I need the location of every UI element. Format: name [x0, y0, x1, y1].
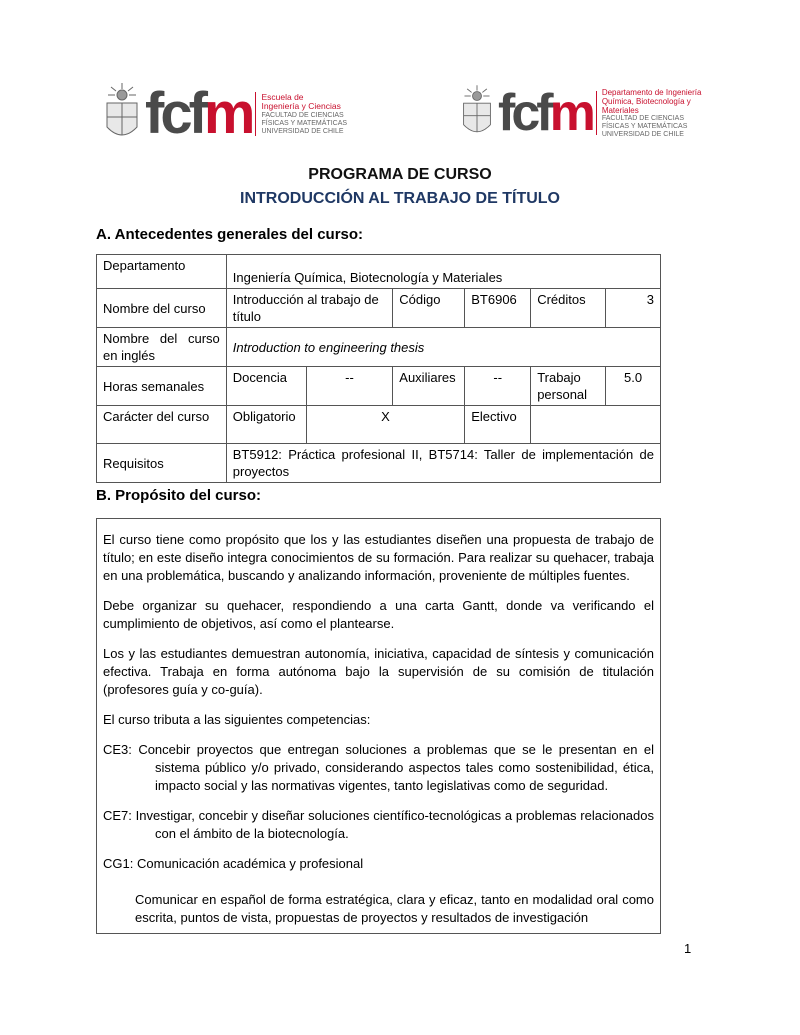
purpose-paragraph: El curso tributa a las siguientes competencias:: [103, 712, 371, 727]
logo-escuela: [103, 83, 349, 145]
codigo-value: BT6906: [465, 289, 531, 328]
caracter-label: Carácter del curso: [97, 406, 227, 444]
purpose-box: [96, 518, 661, 934]
section-a-heading: A. Antecedentes generales del curso:: [96, 226, 364, 243]
nombre-label: Nombre del curso: [97, 289, 227, 328]
electivo-mark: [531, 406, 661, 444]
obligatorio-mark: X: [306, 406, 465, 444]
departamento-value: Ingeniería Química, Biotecnología y Materiales: [226, 255, 660, 289]
trabajo-label: Trabajo personal: [531, 367, 606, 406]
ingles-value: Introduction to engineering thesis: [226, 328, 660, 367]
table-row: [97, 406, 661, 444]
trabajo-value: 5.0: [606, 367, 661, 406]
requisitos-value: BT5912: Práctica profesional II, BT5714: Taller de implementación de proyectos: [226, 444, 660, 483]
university-crest-icon: [460, 85, 494, 141]
logo-left-text: Escuela de Ingeniería y Ciencias FACULTAD DE CIENCIAS FÍSICAS Y MATEMÁTICAS UNIVERSIDAD DE CHILE: [261, 91, 348, 135]
table-row: [97, 444, 661, 483]
auxiliares-label: Auxiliares: [393, 367, 465, 406]
logo-departamento: [460, 85, 702, 141]
course-info-table: [96, 254, 661, 483]
page-number: 1: [684, 941, 692, 956]
creditos-value: 3: [606, 289, 661, 328]
logo-right-text: Departamento de Ingeniería Química, Biotecnología y Materiales FACULTAD DE CIENCIAS FÍSICAS Y MATEMÁTICAS UNIVERSIDAD DE CHILE: [601, 87, 702, 138]
horas-label: Horas semanales: [97, 367, 227, 406]
competency-cg1-description: Comunicar en español de forma estratégica, clara y eficaz, tanto en modalidad oral como escrita, puntos de vista, propuestas de proyectos y resultados de investigación: [135, 892, 654, 925]
codigo-label: Código: [393, 289, 465, 328]
course-title: INTRODUCCIÓN AL TRABAJO DE TÍTULO: [240, 190, 560, 207]
competency-ce7: CE7: Investigar, concebir y diseñar soluciones científico-tecnológicas a problemas relacionados con el ámbito de la biotecnología.: [103, 808, 654, 841]
docencia-label: Docencia: [226, 367, 306, 406]
table-row: [97, 367, 661, 406]
obligatorio-label: Obligatorio: [226, 406, 306, 444]
table-row: [97, 289, 661, 328]
purpose-paragraph: El curso tiene como propósito que los y las estudiantes diseñen una propuesta de trabajo de título; en este diseño integra conocimientos de su formación. Para realizar su quehacer, trabaja en una problemática, buscando y analizando información, proveniente de múltiples fuentes.: [103, 532, 654, 583]
university-crest-icon: [103, 83, 141, 145]
program-title: PROGRAMA DE CURSO: [308, 166, 492, 183]
purpose-paragraph: Los y las estudiantes demuestran autonomía, iniciativa, capacidad de síntesis y comunicación efectiva. Trabaja en forma autónoma bajo la supervisión de su comisión de titulación (profesores guía y co-guía).: [103, 646, 654, 697]
nombre-value: Introducción al trabajo de título: [226, 289, 393, 328]
competency-ce3: CE3: Concebir proyectos que entregan soluciones a problemas que se le presentan en el sistema público y/o privado, considerando aspectos tales como sostenibilidad, ética, impacto social y las normativas vigentes, tanto legislativas como de seguridad.: [103, 742, 654, 793]
docencia-value: --: [306, 367, 393, 406]
table-row: [97, 255, 661, 289]
auxiliares-value: --: [465, 367, 531, 406]
electivo-label: Electivo: [465, 406, 531, 444]
requisitos-label: Requisitos: [97, 444, 227, 483]
creditos-label: Créditos: [531, 289, 606, 328]
competency-cg1: CG1: Comunicación académica y profesional: [103, 856, 364, 871]
fcfm-wordmark: fcfm: [145, 81, 252, 146]
departamento-label: Departamento: [97, 255, 227, 289]
table-row: [97, 328, 661, 367]
purpose-paragraph: Debe organizar su quehacer, respondiendo a una carta Gantt, donde va verificando el cumplimiento de objetivos, así como el plantearse.: [103, 598, 654, 631]
section-b-heading: B. Propósito del curso:: [96, 487, 262, 504]
fcfm-wordmark: fcfm: [498, 84, 592, 142]
ingles-label: Nombre del curso en inglés: [97, 328, 227, 367]
